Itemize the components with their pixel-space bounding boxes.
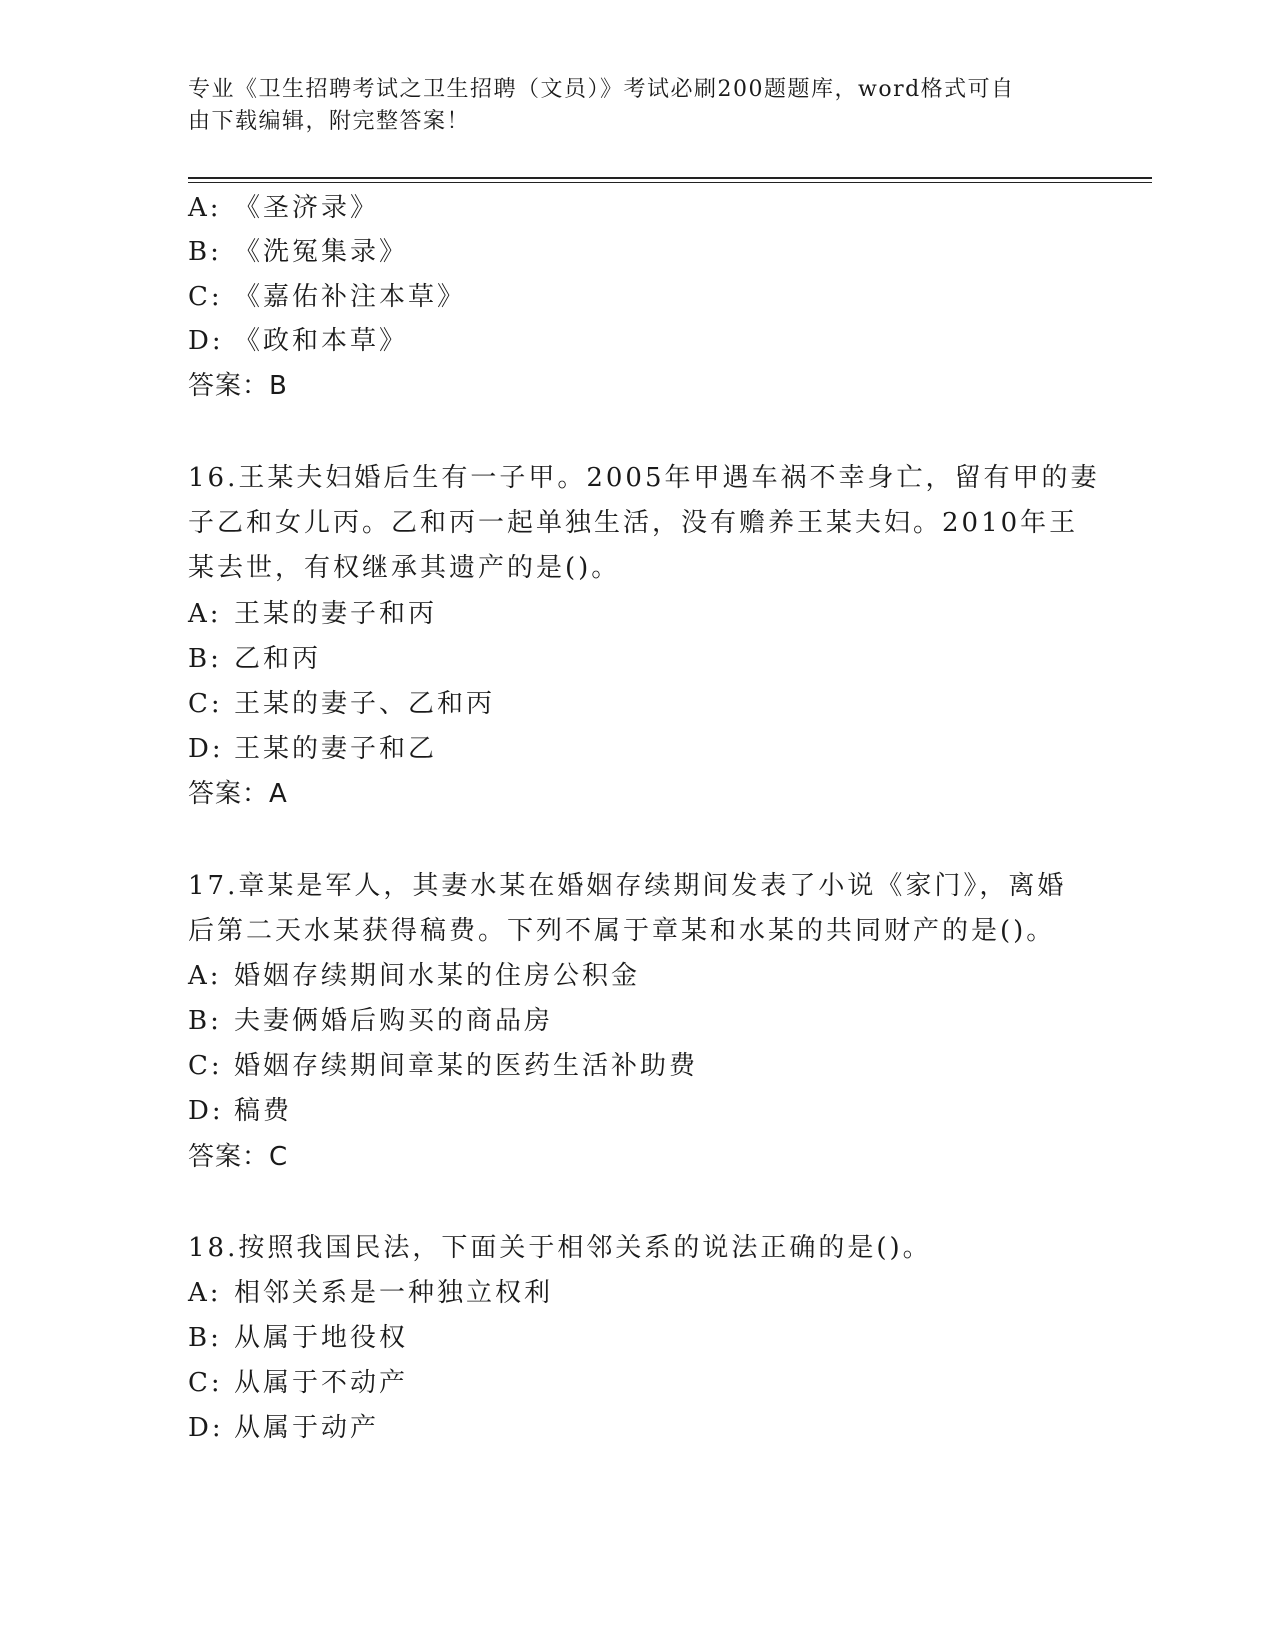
q17-option-d bbox=[188, 1093, 292, 1129]
q16-stem-line-3: 某去世，有权继承其遗产的是()。 bbox=[188, 553, 621, 583]
q17-option-c bbox=[188, 1048, 698, 1084]
q16-option-c bbox=[188, 686, 495, 722]
q17-option-a bbox=[188, 958, 640, 994]
option-letter: B: bbox=[188, 237, 222, 267]
option-text: 《圣济录》 bbox=[234, 193, 380, 223]
q15-answer: 答案：B bbox=[188, 371, 288, 401]
option-letter: C: bbox=[188, 1051, 223, 1081]
option-letter: D: bbox=[188, 1096, 224, 1126]
q15-option-d bbox=[188, 323, 408, 359]
option-text: 从属于地役权 bbox=[234, 1323, 409, 1353]
q15-option-a bbox=[188, 190, 379, 226]
option-letter: D: bbox=[188, 326, 224, 356]
q15-option-c bbox=[188, 279, 466, 315]
option-text: 相邻关系是一种独立权利 bbox=[234, 1278, 554, 1308]
option-text: 婚姻存续期间水某的住房公积金 bbox=[234, 961, 641, 991]
option-letter: D: bbox=[188, 1413, 224, 1443]
header-divider-thick bbox=[188, 177, 1152, 179]
option-letter: B: bbox=[188, 1006, 222, 1036]
q17-option-b bbox=[188, 1003, 553, 1039]
option-text: 《洗冤集录》 bbox=[234, 237, 409, 267]
option-letter: A: bbox=[188, 961, 222, 991]
option-text: 王某的妻子、乙和丙 bbox=[234, 689, 496, 719]
q18-option-a bbox=[188, 1275, 553, 1311]
q16-stem-line-2: 子乙和女儿丙。乙和丙一起单独生活，没有赡养王某夫妇。2010年王 bbox=[188, 508, 1079, 538]
document-header bbox=[188, 74, 1068, 138]
q16-option-d bbox=[188, 731, 437, 767]
header-line-2: 由下载编辑，附完整答案！ bbox=[188, 109, 471, 134]
header-divider-thin bbox=[188, 182, 1152, 183]
option-text: 《政和本草》 bbox=[234, 326, 409, 356]
option-text: 从属于动产 bbox=[234, 1413, 380, 1443]
q16-stem-line-1: 16.王某夫妇婚后生有一子甲。2005年甲遇车祸不幸身亡，留有甲的妻 bbox=[188, 463, 1100, 493]
option-letter: A: bbox=[188, 193, 222, 223]
option-text: 王某的妻子和乙 bbox=[234, 734, 438, 764]
q17-answer: 答案：C bbox=[188, 1142, 289, 1172]
header-line-1: 专业《卫生招聘考试之卫生招聘（文员）》考试必刷200题题库，word格式可自 bbox=[188, 77, 1015, 102]
q17-stem-line-1: 17.章某是军人，其妻水某在婚姻存续期间发表了小说《家门》，离婚 bbox=[188, 871, 1067, 901]
option-text: 《嘉佑补注本草》 bbox=[234, 282, 467, 312]
option-text: 婚姻存续期间章某的医药生活补助费 bbox=[234, 1051, 699, 1081]
option-text: 稿费 bbox=[234, 1096, 293, 1126]
q18-stem-line-1: 18.按照我国民法，下面关于相邻关系的说法正确的是()。 bbox=[188, 1233, 932, 1263]
q16-option-a bbox=[188, 596, 437, 632]
q16-option-b bbox=[188, 641, 321, 677]
option-text: 王某的妻子和丙 bbox=[234, 599, 438, 629]
q18-option-b bbox=[188, 1320, 408, 1356]
q17-stem-line-2: 后第二天水某获得稿费。下列不属于章某和水某的共同财产的是()。 bbox=[188, 916, 1056, 946]
option-letter: D: bbox=[188, 734, 224, 764]
q15-option-b bbox=[188, 234, 408, 270]
option-letter: A: bbox=[188, 1278, 222, 1308]
option-text: 乙和丙 bbox=[234, 644, 322, 674]
option-letter: B: bbox=[188, 644, 222, 674]
option-letter: C: bbox=[188, 1368, 223, 1398]
option-letter: C: bbox=[188, 282, 223, 312]
option-letter: C: bbox=[188, 689, 223, 719]
option-letter: A: bbox=[188, 599, 222, 629]
option-text: 夫妻俩婚后购买的商品房 bbox=[234, 1006, 554, 1036]
option-letter: B: bbox=[188, 1323, 222, 1353]
q18-option-c bbox=[188, 1365, 408, 1401]
q16-answer: 答案：A bbox=[188, 779, 288, 809]
q18-option-d bbox=[188, 1410, 379, 1446]
option-text: 从属于不动产 bbox=[234, 1368, 409, 1398]
